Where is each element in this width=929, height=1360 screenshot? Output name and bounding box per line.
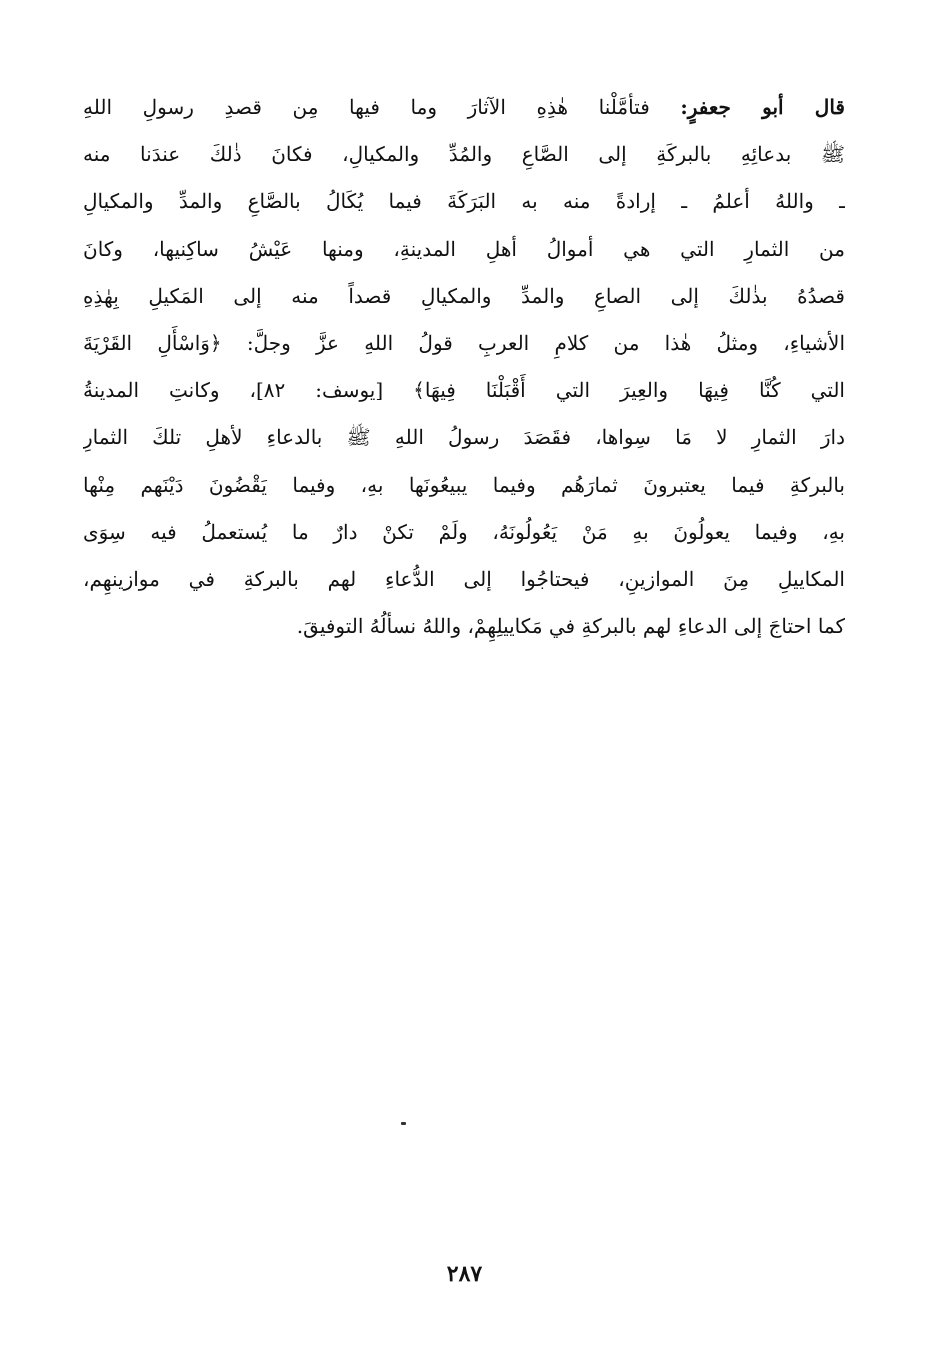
- page-number: ٢٨٧: [446, 1261, 483, 1287]
- text-line-1: [83, 84, 845, 131]
- speaker-label: قال أبو جعفرٍ:: [680, 95, 845, 119]
- text-line-5: قصدُهُ بذٰلكَ إلى الصاعِ والمدِّ والمكيالِ قصداً منه إلى المَكيلِ بِهٰذِهِ: [83, 283, 845, 308]
- text-line-10: بهِ، وفيما يعولُونَ بهِ مَنْ يَعُولُونَهُ، ولَمْ تكنْ دارٌ ما يُستعملُ فيه سِوَى: [83, 519, 845, 544]
- text-line-12: كما احتاجَ إلى الدعاءِ لهم بالبركةِ في مَكاييلِهِمْ، واللهُ نسألُهُ التوفيقَ.: [296, 614, 845, 639]
- text-line-8: دارَ الثمارِ لا مَا سِواها، فقَصَدَ رسولُ اللهِ ﷺ بالدعاءِ لأهلِ تلكَ الثمارِ: [83, 425, 845, 450]
- text-line-7: التي كُنَّا فِيهَا والعِيرَ التي أَقْبَلْنَا فِيهَا﴾ [يوسف: ٨٢]، وكانتِ المدينةُ: [83, 378, 845, 403]
- text-line-11: المكاييلِ مِنَ الموازينِ، فيحتاجُوا إلى الدُّعاءِ لهم بالبركةِ في موازينهِم،: [83, 566, 845, 591]
- text-line-2: ﷺ بدعائِهِ بالبركَةِ إلى الصَّاعِ والمُدِّ والمكيالِ، فكانَ ذٰلكَ عندَنا منه: [83, 142, 845, 167]
- text-line-4: من الثمارِ التي هي أموالُ أهلِ المدينةِ، ومنها عَيْشُ ساكِنيها، وكانَ: [83, 236, 845, 261]
- stray-ink-mark: [401, 1122, 406, 1125]
- text-line-3: ـ واللهُ أعلمُ ـ إرادةً منه به البَرَكَةَ فيما يُكَالُ بالصَّاعِ والمدِّ والمكيالِ: [83, 189, 845, 214]
- text-line-6: الأشياءِ، ومثلُ هٰذا من كلامِ العربِ قولُ اللهِ عزَّ وجلَّ: ﴿وَاسْأَلِ القَرْيَةَ: [83, 330, 845, 355]
- body-text: [83, 84, 845, 650]
- text-line-1-content: فتأمَّلْنا هٰذِهِ الآثارَ وما فيها مِن قصدِ رسولِ اللهِ: [83, 95, 681, 119]
- text-line-9: بالبركةِ فيما يعتبرونَ ثمارَهُم وفيما يبيعُونَها بهِ، وفيما يَقْضُونَ دَيْنَهم مِنْها: [83, 472, 845, 497]
